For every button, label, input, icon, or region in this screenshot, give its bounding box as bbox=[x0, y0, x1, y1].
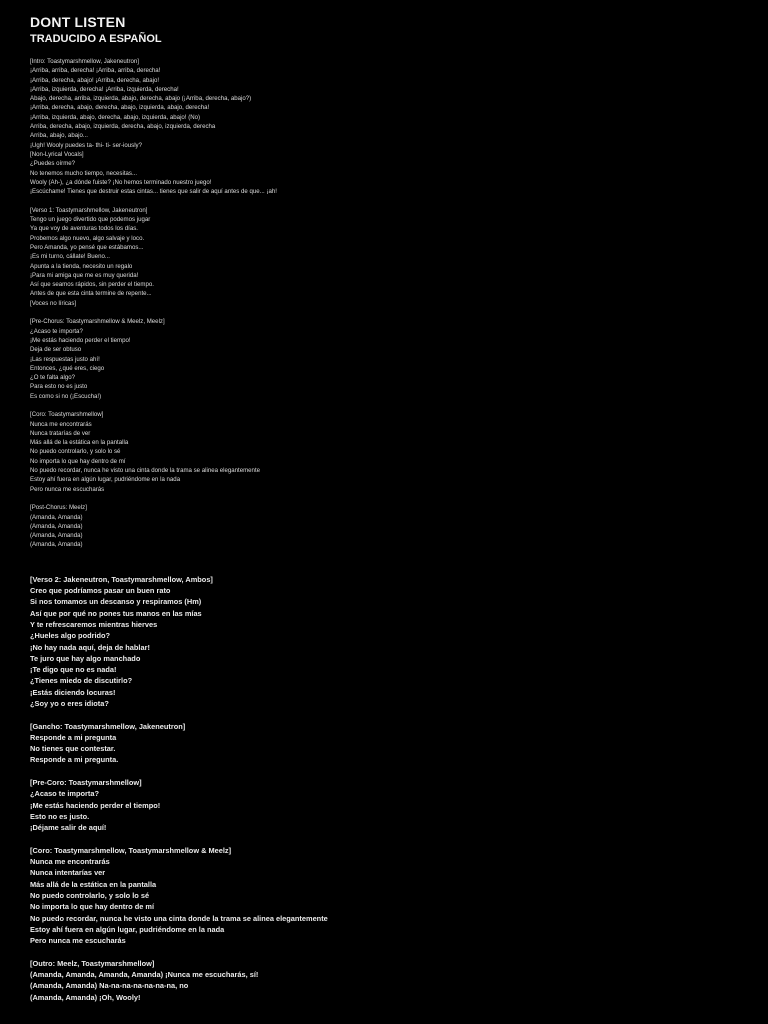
lyric-line: [Coro: Toastymarshmellow] bbox=[30, 411, 104, 419]
lyric-line: ¿Tienes miedo de discutirlo? bbox=[30, 676, 133, 686]
lyric-line: [Pre-Chorus: Toastymarshmellow & Meelz, Meelz] bbox=[30, 318, 165, 326]
lyric-line: Es como si no (¡Escucha!) bbox=[30, 392, 102, 400]
lyric-line: No importa lo que hay dentro de mí bbox=[30, 457, 126, 465]
lyric-line: (Amanda, Amanda) bbox=[30, 522, 83, 530]
lyric-line: ¿O te falta algo? bbox=[30, 374, 76, 382]
stanza-gap bbox=[30, 766, 750, 777]
lyric-line: Así que seamos rápidos, sin perder el tiempo. bbox=[30, 281, 154, 289]
lyric-line: ¡Arriba, arriba, derecha! ¡Arriba, arriba, derecha! bbox=[30, 67, 161, 75]
lyric-line: Pero Amanda, yo pensé que estábamos... bbox=[30, 243, 144, 251]
lyric-line: [Non-Lyrical Vocals] bbox=[30, 150, 84, 158]
lyric-line: Nunca me encontrarás bbox=[30, 420, 92, 428]
lyric-line: Nunca tratarías de ver bbox=[30, 429, 91, 437]
lyric-line: Wooly (Ah-), ¿a dónde fuiste? ¡No hemos terminado nuestro juego! bbox=[30, 178, 212, 186]
lyric-line: No puedo recordar, nunca he visto una cinta donde la trama se alinea elegantemente bbox=[30, 913, 328, 923]
lyric-line: ¡No hay nada aquí, deja de hablar! bbox=[30, 642, 150, 652]
lyric-line: (Amanda, Amanda) Na-na-na-na-na-na-na, no bbox=[30, 981, 189, 991]
lyric-line: Más allá de la estática en la pantalla bbox=[30, 439, 129, 447]
lyric-line: No tenemos mucho tiempo, necesitas... bbox=[30, 169, 138, 177]
lyric-line: No tienes que contestar. bbox=[30, 744, 116, 754]
lyric-line: ¡Arriba, izquierda, derecha! ¡Arriba, izquierda, derecha! bbox=[30, 85, 179, 93]
lyric-line: No puedo controlarlo, y solo lo sé bbox=[30, 448, 121, 456]
lyric-line: (Amanda, Amanda, Amanda, Amanda) ¡Nunca me escucharás, sí! bbox=[30, 970, 259, 980]
lyric-line: No importa lo que hay dentro de mí bbox=[30, 902, 155, 912]
lyrics-section-part-2 bbox=[30, 574, 750, 1003]
lyric-line: Deja de ser obtuso bbox=[30, 346, 82, 354]
lyric-line: Responde a mi pregunta. bbox=[30, 755, 119, 765]
lyric-line: No puedo recordar, nunca he visto una cinta donde la trama se alinea elegantemente bbox=[30, 467, 261, 475]
document-subtitle: TRADUCIDO A ESPAÑOL bbox=[30, 33, 162, 45]
lyric-line: Apunta a la tienda, necesito un regalo bbox=[30, 262, 133, 270]
lyric-line: Para esto no es justo bbox=[30, 383, 88, 391]
lyric-line: ¿Acaso te importa? bbox=[30, 789, 99, 799]
lyric-line: ¿Puedes oírme? bbox=[30, 160, 76, 168]
stanza-gap bbox=[30, 196, 750, 205]
lyric-line: [Outro: Meelz, Toastymarshmellow] bbox=[30, 958, 155, 968]
lyric-line: Responde a mi pregunta bbox=[30, 732, 117, 742]
lyric-line: [Coro: Toastymarshmellow, Toastymarshmellow & Meelz] bbox=[30, 845, 232, 855]
lyric-line: [Post-Chorus: Meelz] bbox=[30, 504, 87, 512]
lyric-line: ¡Te digo que no es nada! bbox=[30, 665, 117, 675]
lyric-line: Arriba, abajo, abajo... bbox=[30, 132, 88, 140]
lyric-line: Abajo, derecha, arriba, izquierda, abajo, derecha, abajo (¡Arriba, derecha, abajo?) bbox=[30, 95, 252, 103]
lyric-line: (Amanda, Amanda) bbox=[30, 532, 83, 540]
lyric-line: No puedo controlarlo, y solo lo sé bbox=[30, 891, 150, 901]
stanza-gap bbox=[30, 834, 750, 845]
lyric-line: ¡Escúchame! Tienes que destruir estas cintas... tienes que salir de aquí antes de que... ¡ah! bbox=[30, 188, 277, 196]
lyric-line: [Verso 2: Jakeneutron, Toastymarshmellow, Ambos] bbox=[30, 574, 213, 584]
stanza-gap bbox=[30, 308, 750, 317]
lyrics-section-part-1 bbox=[30, 57, 750, 550]
lyric-line: Nunca intentarías ver bbox=[30, 868, 106, 878]
lyric-line: ¡Arriba, izquierda, abajo, derecha, abajo, izquierda, abajo! (No) bbox=[30, 113, 201, 121]
lyric-line: Tengo un juego divertido que podemos jugar bbox=[30, 216, 151, 224]
lyric-line: ¿Acaso te importa? bbox=[30, 327, 83, 335]
lyric-line: ¡Arriba, derecha, abajo, derecha, abajo, izquierda, abajo, derecha! bbox=[30, 104, 210, 112]
stanza-gap bbox=[30, 709, 750, 720]
lyric-line: Te juro que hay algo manchado bbox=[30, 653, 141, 663]
lyric-line: ¡Las respuestas justo ahí! bbox=[30, 355, 100, 363]
lyric-line: [Verso 1: Toastymarshmellow, Jakeneutron] bbox=[30, 206, 148, 214]
lyric-line: (Amanda, Amanda) bbox=[30, 513, 83, 521]
lyric-line: ¿Hueles algo podrido? bbox=[30, 631, 111, 641]
lyric-line: (Amanda, Amanda) bbox=[30, 541, 83, 549]
lyric-line: Y te refrescaremos mientras hierves bbox=[30, 619, 158, 629]
lyric-line: [Pre-Coro: Toastymarshmellow] bbox=[30, 778, 142, 788]
lyric-line: ¡Me estás haciendo perder el tiempo! bbox=[30, 336, 131, 344]
stanza-gap bbox=[30, 401, 750, 410]
lyric-line: Pero nunca me escucharás bbox=[30, 485, 105, 493]
lyric-line: [Gancho: Toastymarshmellow, Jakeneutron] bbox=[30, 721, 186, 731]
document-title: DONT LISTEN bbox=[30, 14, 126, 30]
lyric-line: ¡Déjame salir de aquí! bbox=[30, 823, 107, 833]
lyric-line: [Voces no líricas] bbox=[30, 299, 77, 307]
lyric-line: ¡Para mi amiga que me es muy querida! bbox=[30, 271, 139, 279]
lyric-line: Si nos tomamos un descanso y respiramos (Hm) bbox=[30, 597, 202, 607]
lyric-line: Creo que podríamos pasar un buen rato bbox=[30, 586, 171, 596]
lyric-line: Entonces, ¿qué eres, ciego bbox=[30, 364, 105, 372]
lyrics-page bbox=[30, 14, 750, 1003]
lyric-line: Antes de que esta cinta termine de repente... bbox=[30, 290, 152, 298]
lyric-line: ¡Estás diciendo locuras! bbox=[30, 687, 116, 697]
lyric-line: (Amanda, Amanda) ¡Oh, Wooly! bbox=[30, 992, 141, 1002]
stanza-gap bbox=[30, 947, 750, 958]
lyric-line: ¿Soy yo o eres idiota? bbox=[30, 699, 109, 708]
lyric-line: ¡Ugh! Wooly puedes ta- thi- ti- ser-iously? bbox=[30, 141, 142, 149]
lyric-line: Nunca me encontrarás bbox=[30, 857, 110, 867]
stanza-gap bbox=[30, 494, 750, 503]
lyric-line: Estoy ahí fuera en algún lugar, pudriéndome en la nada bbox=[30, 476, 181, 484]
lyric-line: Más allá de la estática en la pantalla bbox=[30, 879, 157, 889]
lyric-line: Arriba, derecha, abajo, izquierda, derecha, abajo, izquierda, derecha bbox=[30, 123, 216, 131]
lyric-line: ¡Es mi turno, cállate! Bueno... bbox=[30, 253, 110, 261]
lyric-line: Estoy ahí fuera en algún lugar, pudriéndome en la nada bbox=[30, 924, 225, 934]
lyric-line: Ya que voy de aventuras todos los días. bbox=[30, 225, 138, 233]
lyric-line: Probemos algo nuevo, algo salvaje y loco. bbox=[30, 234, 145, 242]
lyric-line: ¡Arriba, derecha, abajo! ¡Arriba, derecha, abajo! bbox=[30, 76, 160, 84]
lyric-line: Así que por qué no pones tus manos en las mías bbox=[30, 608, 202, 618]
lyric-line: Pero nunca me escucharás bbox=[30, 936, 126, 946]
lyric-line: Esto no es justo. bbox=[30, 811, 90, 821]
lyric-line: ¡Me estás haciendo perder el tiempo! bbox=[30, 800, 161, 810]
lyric-line: [Intro: Toastymarshmellow, Jakeneutron] bbox=[30, 58, 139, 65]
